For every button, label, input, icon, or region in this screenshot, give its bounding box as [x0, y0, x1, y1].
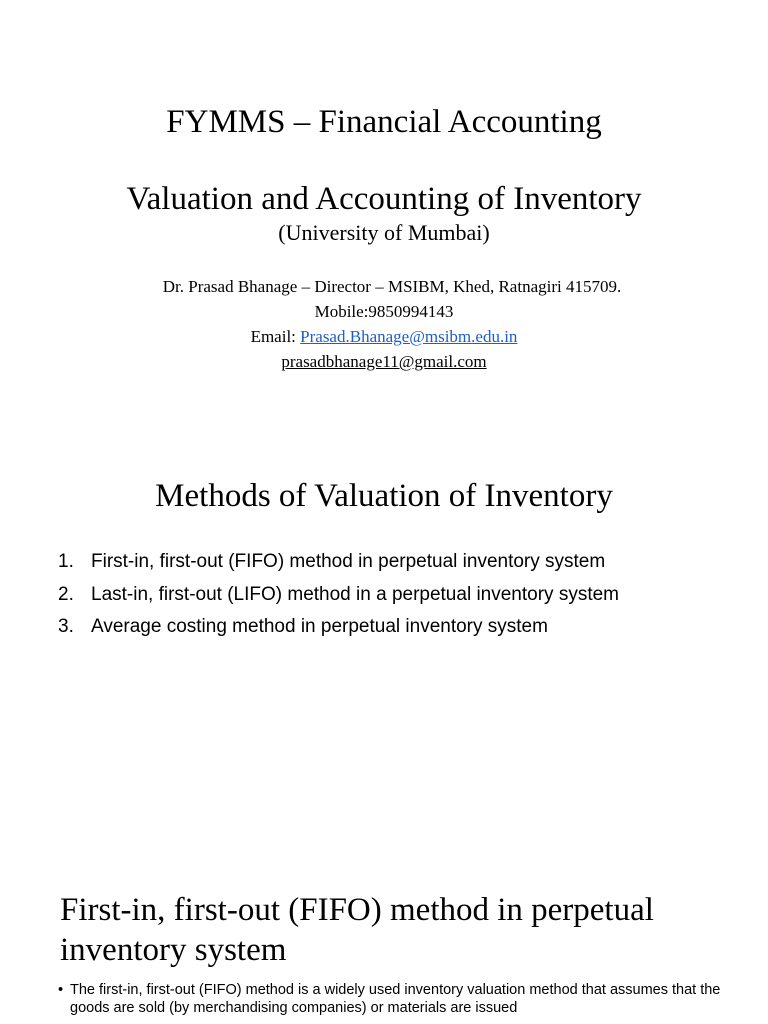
fifo-title: First-in, first-out (FIFO) method in perpetual inventory system	[60, 892, 654, 968]
email-link-primary[interactable]: Prasad.Bhanage@msibm.edu.in	[300, 327, 518, 346]
university-label: (University of Mumbai)	[278, 220, 490, 245]
presentation-subtitle: Valuation and Accounting of Inventory	[126, 181, 642, 217]
list-item	[58, 613, 619, 646]
bullet-icon: •	[58, 982, 64, 998]
list-item	[58, 581, 619, 614]
list-item-text: First-in, first-out (FIFO) method in perpetual inventory system	[91, 551, 606, 572]
methods-list	[58, 548, 619, 646]
mobile-line: Mobile:9850994143	[314, 302, 454, 321]
slide-fifo	[0, 850, 768, 1024]
list-item-text: Last-in, first-out (LIFO) method in a perpetual inventory system	[91, 583, 619, 605]
author-line: Dr. Prasad Bhanage – Director – MSIBM, Khed, Ratnagiri 415709.	[162, 277, 622, 296]
presentation-title: FYMMS – Financial Accounting	[166, 104, 602, 140]
list-item-number: 1.	[58, 551, 74, 572]
list-item-number: 3.	[58, 616, 74, 637]
fifo-bullet	[60, 981, 740, 1017]
list-item-number: 2.	[58, 583, 74, 605]
list-item-text: Average costing method in perpetual inventory system	[91, 616, 548, 637]
fifo-bullet-text: The first-in, first-out (FIFO) method is a widely used inventory valuation method that assumes that the goods are sold (by merchandising companies) or materials are issued	[70, 982, 721, 1016]
list-item	[58, 548, 619, 581]
email-line	[0, 327, 768, 347]
email-link-secondary[interactable]: prasadbhanage11@gmail.com	[281, 352, 487, 371]
email-line-secondary	[0, 352, 768, 372]
slide-title	[0, 0, 768, 430]
methods-title: Methods of Valuation of Inventory	[155, 478, 613, 514]
slide-methods	[0, 430, 768, 850]
email-label: Email:	[250, 327, 301, 346]
